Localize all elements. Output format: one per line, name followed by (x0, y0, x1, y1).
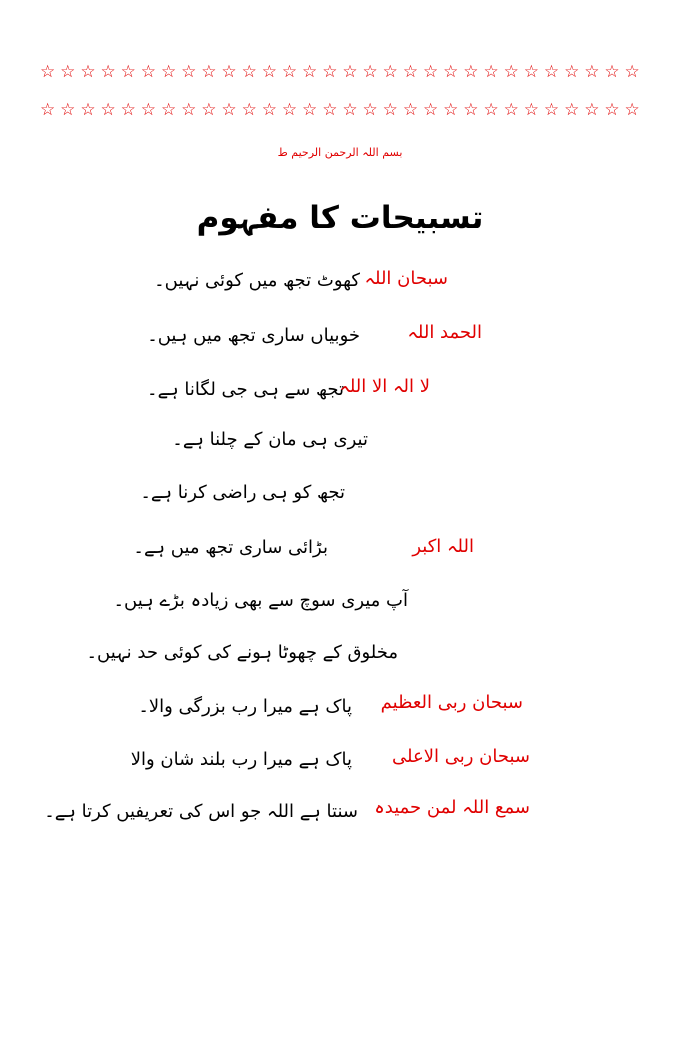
star-icon: ☆ (604, 62, 620, 82)
star-icon: ☆ (120, 62, 136, 82)
star-border-top (40, 60, 640, 84)
star-icon: ☆ (402, 62, 419, 82)
star-icon: ☆ (181, 100, 197, 120)
star-icon: ☆ (120, 100, 136, 120)
term-la-ilaha-illallah: لا الہ الا اللہ (339, 376, 430, 397)
star-icon: ☆ (140, 100, 157, 120)
star-icon: ☆ (483, 100, 499, 120)
star-icon: ☆ (342, 62, 358, 82)
star-icon: ☆ (40, 100, 56, 120)
star-icon: ☆ (261, 62, 277, 82)
meaning-follow: تیری ہی مان کے چلنا ہے۔ (172, 429, 368, 450)
star-icon: ☆ (483, 62, 499, 82)
star-icon: ☆ (503, 100, 519, 120)
star-border-second (40, 98, 640, 122)
star-icon: ☆ (281, 62, 298, 82)
star-icon: ☆ (503, 62, 519, 82)
star-icon: ☆ (604, 100, 620, 120)
star-icon: ☆ (584, 62, 600, 82)
meaning-la-ilaha-illallah: تجھ سے ہی جی لگانا ہے۔ (147, 379, 344, 400)
star-icon: ☆ (100, 62, 116, 82)
meaning-creation: مخلوق کے چھوٹا ہونے کی کوئی حد نہیں۔ (86, 642, 398, 663)
star-icon: ☆ (624, 62, 640, 82)
term-allahu-akbar: اللہ اکبر (412, 536, 474, 557)
term-subhanallah: سبحان اللہ (364, 268, 448, 289)
star-icon: ☆ (302, 100, 318, 120)
star-icon: ☆ (140, 62, 157, 82)
star-icon: ☆ (564, 100, 580, 120)
star-icon: ☆ (281, 100, 298, 120)
star-icon: ☆ (584, 100, 600, 120)
star-icon: ☆ (60, 100, 76, 120)
star-icon: ☆ (201, 62, 217, 82)
star-icon: ☆ (624, 100, 640, 120)
star-icon: ☆ (422, 100, 439, 120)
star-icon: ☆ (302, 62, 318, 82)
star-icon: ☆ (382, 100, 398, 120)
star-icon: ☆ (160, 100, 177, 120)
star-icon: ☆ (201, 100, 217, 120)
star-icon: ☆ (463, 100, 479, 120)
star-icon: ☆ (241, 62, 257, 82)
star-icon: ☆ (443, 100, 459, 120)
star-icon: ☆ (422, 62, 439, 82)
star-icon: ☆ (362, 62, 378, 82)
meaning-please: تجھ کو ہی راضی کرنا ہے۔ (140, 482, 345, 503)
star-icon: ☆ (160, 62, 177, 82)
star-icon: ☆ (362, 100, 378, 120)
term-alhamdulillah: الحمد اللہ (407, 322, 482, 343)
page-title: تسبیحات کا مفہوم (196, 200, 484, 236)
meaning-samiallahu-liman-hamidah: سنتا ہے اللہ جو اس کی تعریفیں کرتا ہے۔ (44, 801, 358, 822)
star-icon: ☆ (221, 100, 237, 120)
meaning-subhanallah: کھوٹ تجھ میں کوئی نہیں۔ (154, 270, 360, 291)
star-icon: ☆ (261, 100, 277, 120)
star-icon: ☆ (241, 100, 257, 120)
star-icon: ☆ (402, 100, 419, 120)
star-icon: ☆ (60, 62, 76, 82)
meaning-thought: آپ میری سوچ سے بھی زیادہ بڑے ہیں۔ (113, 590, 408, 611)
star-icon: ☆ (543, 62, 560, 82)
meaning-subhana-rabbiyal-ala: پاک ہے میرا رب بلند شان والا (130, 749, 352, 770)
star-icon: ☆ (523, 100, 539, 120)
bismillah-heading: بسم اللہ الرحمن الرحیم ط (277, 146, 403, 159)
star-icon: ☆ (443, 62, 459, 82)
star-icon: ☆ (80, 62, 96, 82)
star-icon: ☆ (221, 62, 237, 82)
star-icon: ☆ (40, 62, 56, 82)
star-icon: ☆ (382, 62, 398, 82)
star-icon: ☆ (322, 100, 338, 120)
term-subhana-rabbiyal-ala: سبحان ربی الاعلی (392, 746, 530, 767)
meaning-alhamdulillah: خوبیاں ساری تجھ میں ہیں۔ (147, 325, 360, 346)
meaning-allahu-akbar: بڑائی ساری تجھ میں ہے۔ (133, 537, 328, 558)
star-icon: ☆ (543, 100, 560, 120)
meaning-subhana-rabbiyal-azeem: پاک ہے میرا رب بزرگی والا۔ (138, 696, 352, 717)
star-icon: ☆ (322, 62, 338, 82)
star-icon: ☆ (342, 100, 358, 120)
star-icon: ☆ (181, 62, 197, 82)
star-icon: ☆ (100, 100, 116, 120)
star-icon: ☆ (463, 62, 479, 82)
star-icon: ☆ (523, 62, 539, 82)
term-samiallahu-liman-hamidah: سمع اللہ لمن حمیدہ (374, 797, 530, 818)
star-icon: ☆ (80, 100, 96, 120)
star-icon: ☆ (564, 62, 580, 82)
term-subhana-rabbiyal-azeem: سبحان ربی العظیم (380, 692, 523, 713)
